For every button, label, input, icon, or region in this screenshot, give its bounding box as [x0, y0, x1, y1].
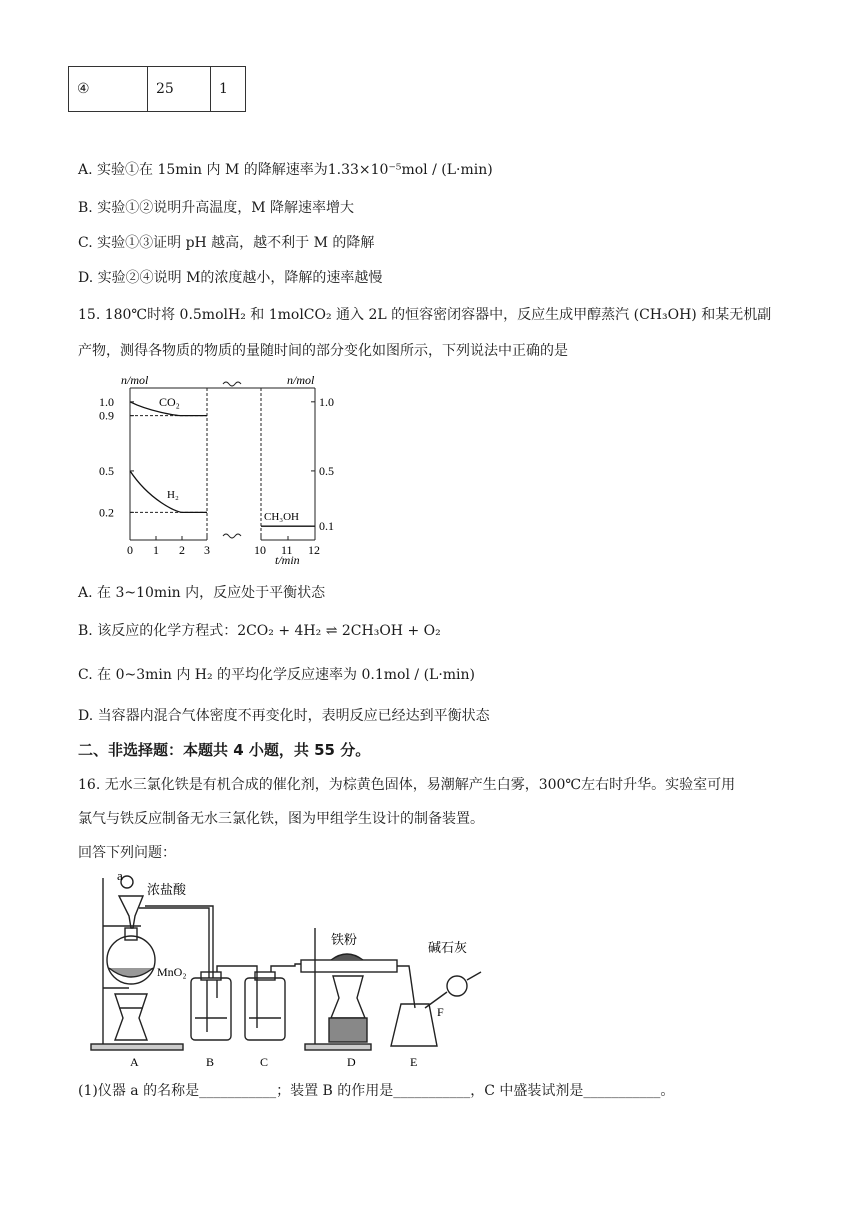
x-tick-label: 1 [153, 543, 159, 557]
mole-time-chart [95, 370, 345, 570]
y-right-ticks [311, 395, 334, 533]
table-cell: ④ [69, 67, 148, 112]
q16-part1: (1)仪器 a 的名称是___________；装置 B 的作用是___________，C 中盛装试剂是___________。 [78, 1083, 675, 1099]
series-label-co2: CO₂ [159, 395, 180, 409]
y-axis-label-left: n/mol [121, 373, 149, 387]
y-left-tick-label: 0.5 [99, 463, 114, 478]
y-right-tick-label: 0.5 [319, 463, 334, 478]
label-D: D [347, 1055, 356, 1068]
q16-stem-line2: 氯气与铁反应制备无水三氯化铁，图为甲组学生设计的制备装置。 [78, 811, 484, 827]
q16-stem-line3: 回答下列问题： [78, 845, 176, 861]
series-label-h2: H₂ [167, 489, 179, 501]
label-E: E [410, 1055, 418, 1068]
label-hcl: 浓盐酸 [147, 882, 187, 897]
y-left-tick-label: 0.2 [99, 505, 114, 520]
label-B: B [206, 1055, 215, 1068]
series-label-ch3oh: CH₃OH [264, 511, 300, 523]
x-tick-label: 3 [204, 543, 210, 557]
label-A: A [130, 1055, 139, 1068]
y-right-tick-label: 0.1 [319, 519, 334, 534]
x-tick-label: 10 [254, 543, 266, 557]
x-tick-label: 12 [308, 543, 320, 557]
label-a: a [117, 868, 123, 883]
y-axis-label-right: n/mol [287, 373, 315, 387]
table-row [69, 67, 246, 112]
x-tick-label: 2 [179, 543, 185, 557]
table-cell: 25 [148, 67, 211, 112]
label-mno2: MnO₂ [157, 965, 187, 979]
experiment-table-fragment [68, 66, 246, 112]
label-iron-powder: 铁粉 [331, 932, 358, 947]
y-left-tick-label: 1.0 [99, 394, 114, 409]
x-axis-label: t/min [275, 553, 300, 567]
q14-option-a: A. 实验①在 15min 内 M 的降解速率为1.33×10⁻⁵mol / (L·min) [78, 162, 493, 178]
table-cell: 1 [211, 67, 246, 112]
x-tick-label: 0 [127, 543, 133, 557]
label-C: C [260, 1055, 269, 1068]
apparatus-diagram [85, 868, 515, 1068]
q15-option-a: A. 在 3~10min 内，反应处于平衡状态 [78, 585, 326, 601]
q14-option-b: B. 实验①②说明升高温度，M 降解速率增大 [78, 200, 354, 216]
y-left-tick-label: 0.9 [99, 408, 114, 423]
section-heading: 二、非选择题：本题共 4 小题，共 55 分。 [78, 741, 371, 759]
label-soda-lime: 碱石灰 [428, 940, 468, 955]
q15-stem-line2: 产物，测得各物质的物质的量随时间的部分变化如图所示，下列说法中正确的是 [78, 343, 568, 359]
q16-stem-line1: 16. 无水三氯化铁是有机合成的催化剂，为棕黄色固体，易潮解产生白雾，300℃左右时升华。实验室可用 [78, 777, 736, 793]
q14-option-c: C. 实验①③证明 pH 越高，越不利于 M 的降解 [78, 235, 375, 251]
q14-option-d: D. 实验②④说明 M的浓度越小，降解的速率越慢 [78, 270, 383, 286]
apparatus-drawing [91, 876, 481, 1050]
x-tick-label: 11 [281, 543, 293, 557]
y-right-tick-label: 1.0 [319, 394, 334, 409]
q15-option-d: D. 当容器内混合气体密度不再变化时，表明反应已经达到平衡状态 [78, 708, 490, 724]
chart-curves [130, 402, 315, 526]
q15-option-b: B. 该反应的化学方程式：2CO₂ + 4H₂ ⇌ 2CH₃OH + O₂ [78, 623, 441, 639]
label-F: F [437, 1005, 444, 1019]
y-left-ticks [99, 395, 134, 520]
q15-stem-line1: 15. 180℃时将 0.5molH₂ 和 1molCO₂ 通入 2L 的恒容密闭容器中，反应生成甲醇蒸汽 (CH₃OH) 和某无机副 [78, 307, 772, 323]
q15-option-c: C. 在 0~3min 内 H₂ 的平均化学反应速率为 0.1mol / (L·min) [78, 667, 476, 683]
